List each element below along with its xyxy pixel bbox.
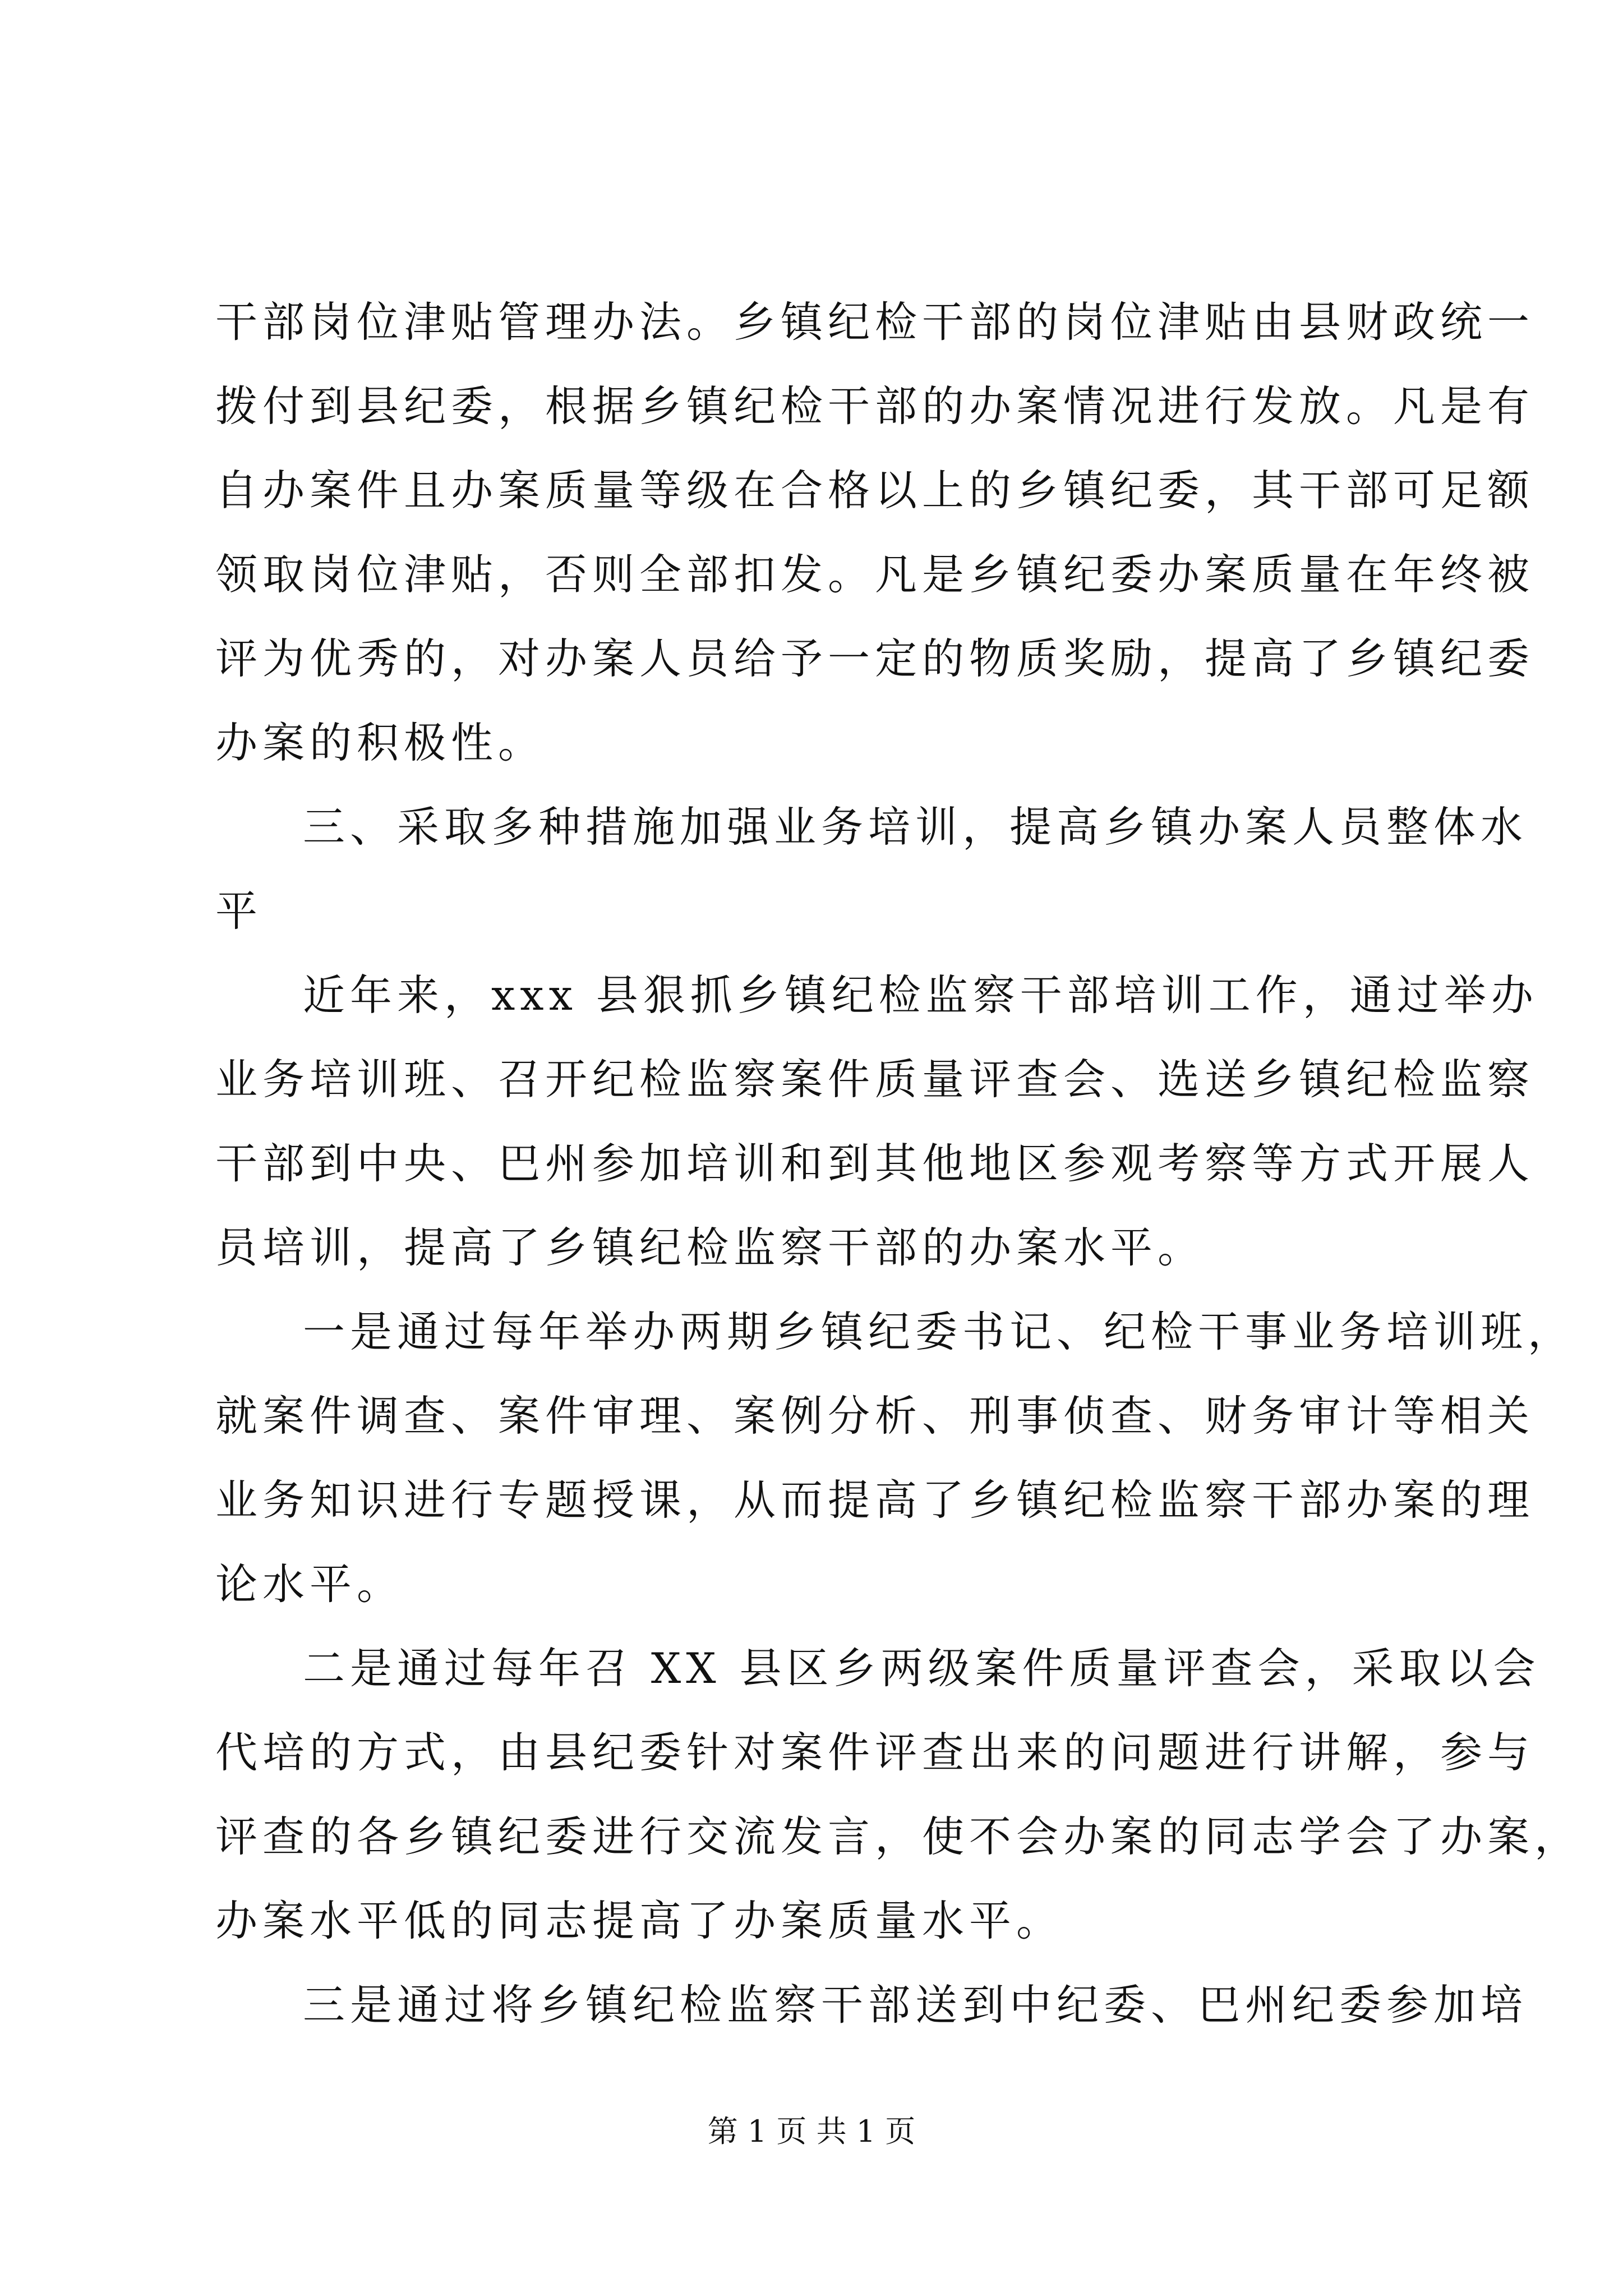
text-line-21: 三是通过将乡镇纪检监察干部送到中纪委、巴州纪委参加培 [303,1980,1528,2030]
text-line-6: 办案的积极性。 [215,718,546,767]
text-line-16: 论水平。 [215,1559,404,1609]
text-line-2: 拨付到县纪委，根据乡镇纪检干部的办案情况进行发放。凡是有 [215,381,1535,431]
text-line-18: 代培的方式，由县纪委针对案件评查出来的问题进行讲解，参与 [215,1728,1535,1777]
text-line-11: 干部到中央、巴州参加培训和到其他地区参观考察等方式开展人 [215,1139,1535,1188]
text-line-9: 近年来，xxx 县狠抓乡镇纪检监察干部培训工作，通过举办 [303,970,1538,1020]
text-line-5: 评为优秀的，对办案人员给予一定的物质奖励，提高了乡镇纪委 [215,634,1535,683]
text-line-17: 二是通过每年召 XX 县区乡两级案件质量评查会，采取以会 [303,1644,1541,1693]
text-line-19: 评查的各乡镇纪委进行交流发言，使不会办案的同志学会了办案， [215,1812,1582,1861]
text-line-1: 干部岗位津贴管理办法。乡镇纪检干部的岗位津贴由县财政统一 [215,297,1535,347]
page-footer: 第 1 页 共 1 页 [707,2114,916,2149]
text-line-20: 办案水平低的同志提高了办案质量水平。 [215,1896,1064,1945]
section-heading-line-1: 三、采取多种措施加强业务培训，提高乡镇办案人员整体水 [303,802,1528,852]
text-line-3: 自办案件且办案质量等级在合格以上的乡镇纪委，其干部可足额 [215,466,1535,515]
section-heading-line-2: 平 [215,886,263,936]
text-line-14: 就案件调查、案件审理、案例分析、刑事侦查、财务审计等相关 [215,1391,1535,1441]
text-line-13: 一是通过每年举办两期乡镇纪委书记、纪检干事业务培训班， [303,1307,1575,1356]
text-line-10: 业务培训班、召开纪检监察案件质量评查会、选送乡镇纪检监察 [215,1055,1535,1104]
text-line-12: 员培训，提高了乡镇纪检监察干部的办案水平。 [215,1223,1205,1272]
text-line-15: 业务知识进行专题授课，从而提高了乡镇纪检监察干部办案的理 [215,1475,1535,1525]
text-line-4: 领取岗位津贴，否则全部扣发。凡是乡镇纪委办案质量在年终被 [215,550,1535,599]
